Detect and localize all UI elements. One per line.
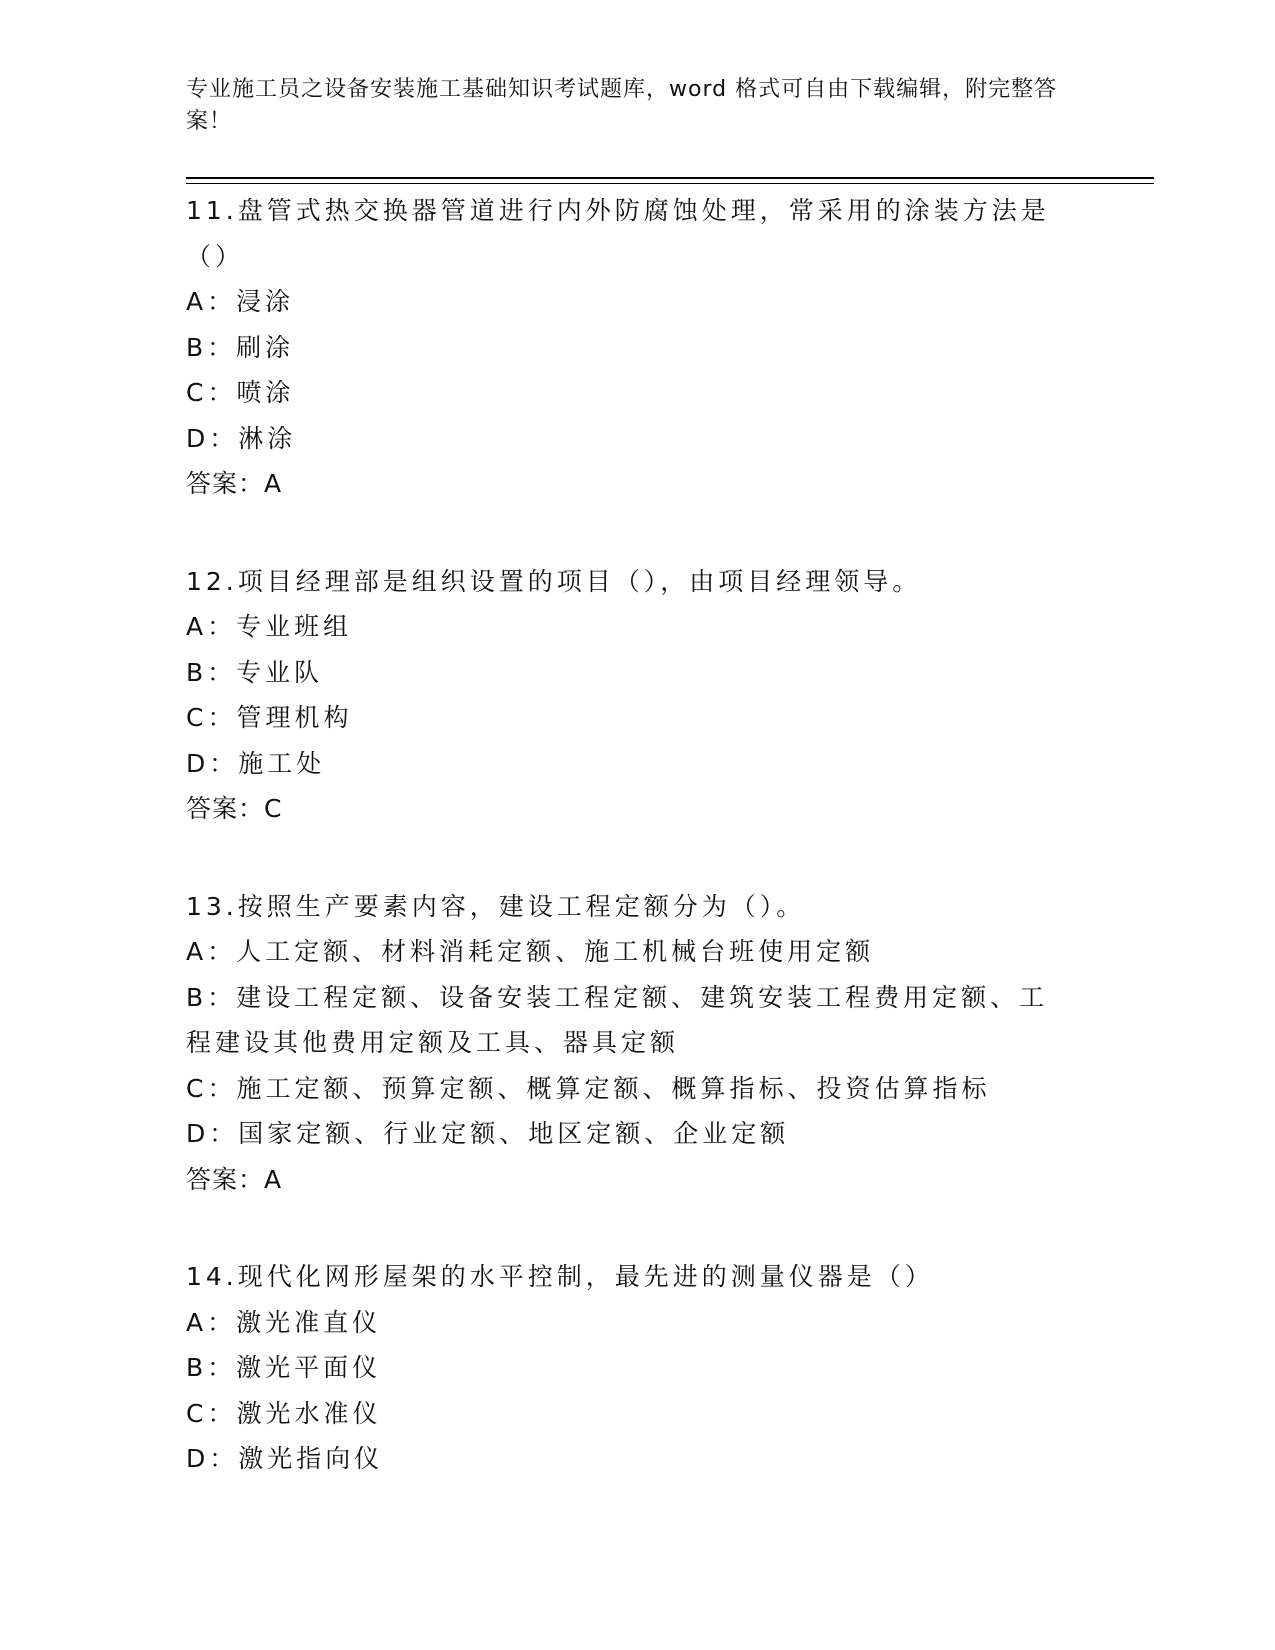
question-13 (186, 884, 1086, 1203)
option-a: A：专业班组 (186, 612, 353, 641)
option-c: C：喷涂 (186, 378, 295, 407)
header-divider-thick (186, 177, 1154, 179)
option-b: B：激光平面仪 (186, 1353, 382, 1382)
question-stem: 11.盘管式热交换器管道进行内外防腐蚀处理，常采用的涂装方法是（） (186, 196, 1050, 271)
header-divider-thin (186, 183, 1154, 184)
question-stem: 14.现代化网形屋架的水平控制，最先进的测量仪器是（） (186, 1262, 934, 1291)
option-b: B：刷涂 (186, 332, 295, 362)
question-list (186, 188, 1086, 1534)
option-c: C：管理机构 (186, 703, 353, 732)
question-14 (186, 1254, 1086, 1482)
option-b: B：建设工程定额、设备安装工程定额、建筑安装工程费用定额、工程建设其他费用定额及工具、器具定额 (186, 982, 1049, 1057)
option-b: B：专业队 (186, 657, 324, 687)
option-d: D：激光指向仪 (186, 1444, 384, 1473)
option-c: C：激光水准仪 (186, 1398, 382, 1428)
question-11 (186, 188, 1086, 507)
option-d: D：施工处 (186, 748, 326, 778)
answer-label: 答案：A (186, 1164, 283, 1194)
option-d: D：国家定额、行业定额、地区定额、企业定额 (186, 1119, 790, 1148)
answer-label: 答案：C (186, 794, 283, 823)
question-stem: 12.项目经理部是组织设置的项目（），由项目经理领导。 (186, 566, 922, 596)
question-stem: 13.按照生产要素内容，建设工程定额分为（）。 (186, 891, 806, 921)
option-d: D：淋涂 (186, 423, 297, 453)
answer-label: 答案：A (186, 469, 283, 498)
question-12 (186, 559, 1086, 832)
option-c: C：施工定额、预算定额、概算定额、概算指标、投资估算指标 (186, 1073, 991, 1103)
option-a: A：浸涂 (186, 287, 295, 316)
document-header: 专业施工员之设备安装施工基础知识考试题库，word 格式可自由下载编辑，附完整答案！ (186, 77, 1058, 134)
option-a: A：人工定额、材料消耗定额、施工机械台班使用定额 (186, 937, 875, 966)
option-a: A：激光准直仪 (186, 1307, 382, 1337)
